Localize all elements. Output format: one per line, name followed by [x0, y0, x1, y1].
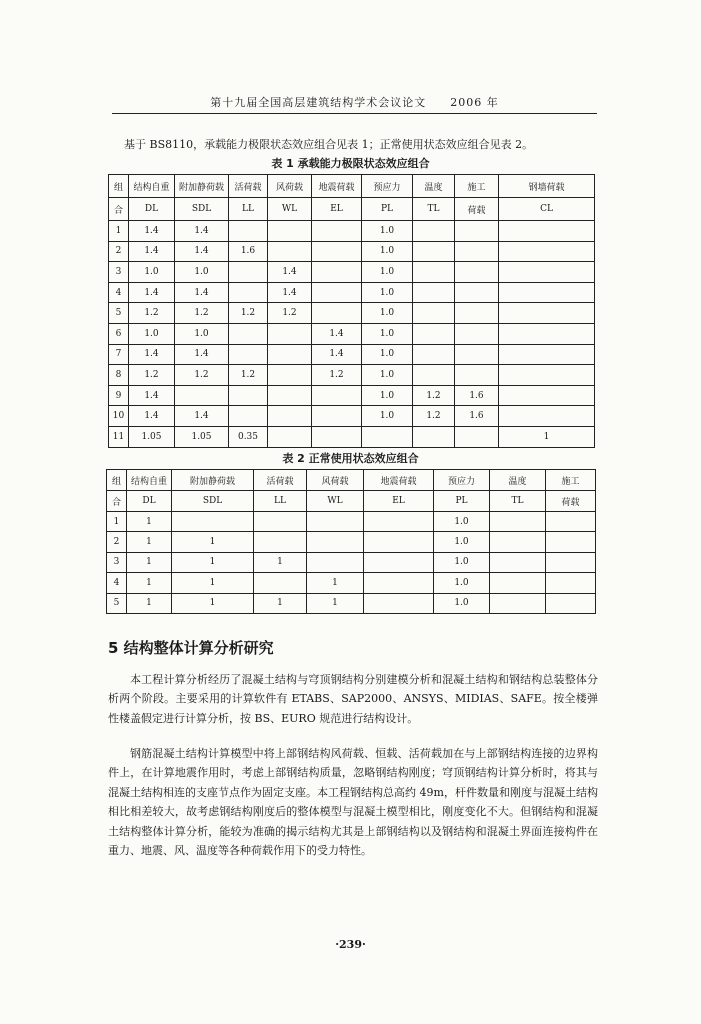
table-cell: [229, 323, 268, 344]
table-cell: 1: [254, 593, 307, 613]
table-cell: 1: [127, 552, 172, 572]
table-cell: 1.0: [434, 593, 490, 613]
table-cell: [312, 262, 362, 283]
table-cell: 钢墙荷载: [499, 175, 595, 198]
table-row: [109, 365, 595, 386]
table-cell: 1: [172, 552, 254, 572]
table-cell: [455, 221, 499, 242]
table-cell: [499, 406, 595, 427]
paragraph-2: 钢筋混凝土结构计算模型中将上部钢结构风荷载、恒载、活荷载加在与上部钢结构连接的边界构件上，在计算地震作用时，考虑上部钢结构质量，忽略钢结构刚度；穹顶钢结构计算分析时，将其与混凝土结构相连的支座节点作为固定支座。本工程钢结构总高约 49m，杆件数量和刚度与混凝土结构相比相差较大，故考虑钢结构刚度后的整体模型与混凝土模型相比，刚度变化不大。但钢结构和混凝土结构整体计算分析，能较为准确的揭示结构尤其是上部钢结构以及钢结构和混凝土界面连接构件在重力、地震、风、温度等各种荷载作用下的受力特性。: [108, 747, 598, 858]
table-cell: [499, 282, 595, 303]
table-cell: 8: [109, 365, 129, 386]
table-cell: 1.0: [362, 241, 413, 262]
table-cell: [312, 406, 362, 427]
table-cell: SDL: [175, 198, 229, 221]
table1-caption: 表 1 承载能力极限状态效应组合: [271, 157, 430, 170]
table-row: [107, 593, 596, 613]
table-cell: 5: [109, 303, 129, 324]
table-cell: 1.4: [175, 406, 229, 427]
table-cell: 1.4: [312, 323, 362, 344]
table-cell: [455, 303, 499, 324]
table-cell: [546, 532, 596, 552]
table-cell: 1.2: [312, 365, 362, 386]
table-cell: 1.0: [362, 323, 413, 344]
table-header-row: [109, 175, 595, 198]
table-cell: 1.0: [129, 323, 175, 344]
table-cell: 1.4: [175, 221, 229, 242]
table-cell: [364, 573, 434, 593]
table-cell: 合: [109, 198, 129, 221]
table-cell: 1.4: [312, 344, 362, 365]
table-row: [109, 241, 595, 262]
table-cell: [364, 593, 434, 613]
table-cell: 1.2: [413, 406, 455, 427]
table-cell: [490, 532, 546, 552]
table-cell: 组: [107, 470, 127, 491]
table-cell: 1.0: [434, 532, 490, 552]
table2-load-combinations-service: [106, 469, 596, 614]
table-cell: [268, 323, 312, 344]
table-cell: [499, 262, 595, 283]
table-cell: 1.4: [129, 282, 175, 303]
table-cell: 1: [127, 573, 172, 593]
table-cell: [312, 385, 362, 406]
table-row: [109, 426, 595, 447]
table-cell: [312, 282, 362, 303]
table-cell: 1.0: [362, 303, 413, 324]
table-cell: 施工: [546, 470, 596, 491]
table-cell: [229, 406, 268, 427]
table-cell: 9: [109, 385, 129, 406]
table-cell: [499, 241, 595, 262]
table-cell: 4: [107, 573, 127, 593]
table-cell: [229, 344, 268, 365]
table-cell: [455, 241, 499, 262]
table-cell: 1.6: [455, 406, 499, 427]
table-cell: 1: [172, 532, 254, 552]
table-cell: [268, 406, 312, 427]
table-cell: 施工: [455, 175, 499, 198]
table-cell: EL: [364, 491, 434, 512]
table-cell: [413, 241, 455, 262]
section-heading: 5 结构整体计算分析研究: [108, 639, 274, 657]
table-cell: 1.2: [175, 365, 229, 386]
table-cell: 1.4: [268, 282, 312, 303]
table-cell: 1.2: [268, 303, 312, 324]
table-cell: 3: [107, 552, 127, 572]
table-cell: 1.4: [129, 344, 175, 365]
table-cell: SDL: [172, 491, 254, 512]
table-cell: 5: [107, 593, 127, 613]
table-cell: 10: [109, 406, 129, 427]
table-cell: [312, 241, 362, 262]
table-cell: 1: [307, 593, 364, 613]
table-cell: [413, 365, 455, 386]
table-cell: 1.4: [268, 262, 312, 283]
table-row: [107, 512, 596, 532]
table-cell: 地震荷载: [312, 175, 362, 198]
table-cell: [490, 593, 546, 613]
table-cell: 1: [254, 552, 307, 572]
table-cell: 1.0: [362, 282, 413, 303]
table-cell: 1.2: [129, 303, 175, 324]
table-header-row: [107, 470, 596, 491]
table-header-row: [109, 198, 595, 221]
table-row: [109, 385, 595, 406]
table-cell: [364, 532, 434, 552]
table-cell: [413, 282, 455, 303]
table-cell: 地震荷载: [364, 470, 434, 491]
table-cell: 1.0: [362, 385, 413, 406]
table-cell: 1: [127, 512, 172, 532]
table-cell: [455, 323, 499, 344]
table-cell: 预应力: [434, 470, 490, 491]
table-cell: LL: [229, 198, 268, 221]
table-cell: 7: [109, 344, 129, 365]
table-row: [109, 221, 595, 242]
table-cell: 1.4: [175, 241, 229, 262]
table2-caption: 表 2 正常使用状态效应组合: [282, 452, 419, 465]
table-cell: [413, 262, 455, 283]
table-cell: WL: [268, 198, 312, 221]
paragraph-1: 本工程计算分析经历了混凝土结构与穹顶钢结构分别建模分析和混凝土结构和钢结构总装整体分析两个阶段。主要采用的计算软件有 ETABS、SAP2000、ANSYS、MIDIAS、SAFE。按全楼弹性楼盖假定进行计算分析，按 BS、EURO 规范进行结构设计。: [108, 673, 598, 725]
table-cell: 1.2: [229, 365, 268, 386]
table-cell: [490, 573, 546, 593]
table-cell: [229, 282, 268, 303]
table-row: [107, 573, 596, 593]
table-cell: 荷载: [455, 198, 499, 221]
table-cell: TL: [490, 491, 546, 512]
table-cell: [307, 532, 364, 552]
table-cell: 1.4: [175, 344, 229, 365]
table-row: [109, 303, 595, 324]
table-cell: [364, 552, 434, 572]
table-cell: [455, 282, 499, 303]
table-row: [107, 552, 596, 572]
table-cell: 1.0: [434, 552, 490, 572]
table-cell: [546, 573, 596, 593]
table-cell: 11: [109, 426, 129, 447]
table-cell: 1.05: [129, 426, 175, 447]
table-cell: 1.0: [362, 365, 413, 386]
table-cell: 1.0: [434, 512, 490, 532]
table-cell: [268, 344, 312, 365]
table-cell: [307, 552, 364, 572]
table-cell: 附加静荷载: [172, 470, 254, 491]
table-cell: 2: [107, 532, 127, 552]
table-cell: 1.0: [362, 406, 413, 427]
table-cell: 活荷载: [229, 175, 268, 198]
table-cell: [229, 262, 268, 283]
table-cell: [455, 344, 499, 365]
table-cell: [254, 573, 307, 593]
table-cell: [362, 426, 413, 447]
table-cell: [229, 385, 268, 406]
table-cell: [455, 365, 499, 386]
table-cell: 2: [109, 241, 129, 262]
table-cell: [413, 426, 455, 447]
table-cell: [268, 426, 312, 447]
table-cell: [312, 303, 362, 324]
table-cell: [364, 512, 434, 532]
table-cell: 预应力: [362, 175, 413, 198]
table-cell: 1.05: [175, 426, 229, 447]
table-cell: 1.2: [413, 385, 455, 406]
table-cell: [312, 426, 362, 447]
table-row: [109, 262, 595, 283]
table-cell: 1.0: [362, 221, 413, 242]
table-cell: 活荷载: [254, 470, 307, 491]
table-cell: EL: [312, 198, 362, 221]
table-cell: PL: [434, 491, 490, 512]
table-cell: [307, 512, 364, 532]
table-cell: 结构自重: [129, 175, 175, 198]
table-cell: 0.35: [229, 426, 268, 447]
table-cell: [455, 426, 499, 447]
table-cell: WL: [307, 491, 364, 512]
table-cell: DL: [129, 198, 175, 221]
table-cell: 4: [109, 282, 129, 303]
table-cell: 附加静荷载: [175, 175, 229, 198]
table-cell: 1.2: [229, 303, 268, 324]
table-cell: [254, 512, 307, 532]
table-cell: 1.0: [362, 344, 413, 365]
table-cell: 1.6: [455, 385, 499, 406]
table-cell: 风荷载: [268, 175, 312, 198]
table-cell: 温度: [413, 175, 455, 198]
table-cell: [499, 303, 595, 324]
table-row: [109, 282, 595, 303]
table-cell: 1.2: [175, 303, 229, 324]
table-cell: 1: [109, 221, 129, 242]
table-cell: 1.0: [434, 573, 490, 593]
table-row: [107, 532, 596, 552]
table-cell: 1.0: [129, 262, 175, 283]
table-cell: 1: [127, 532, 172, 552]
table-cell: CL: [499, 198, 595, 221]
table-row: [109, 344, 595, 365]
table-cell: 1.0: [175, 323, 229, 344]
table-cell: [268, 365, 312, 386]
table-cell: [455, 262, 499, 283]
table-cell: 1.4: [129, 385, 175, 406]
table-row: [109, 406, 595, 427]
table-cell: [499, 385, 595, 406]
table-cell: 风荷载: [307, 470, 364, 491]
table-cell: 1: [172, 573, 254, 593]
table-cell: 1: [107, 512, 127, 532]
table-cell: 1.4: [129, 406, 175, 427]
table-cell: [499, 365, 595, 386]
table-cell: [546, 552, 596, 572]
table-cell: [499, 323, 595, 344]
table-cell: 3: [109, 262, 129, 283]
table-cell: [413, 344, 455, 365]
table-cell: 合: [107, 491, 127, 512]
intro-text: 基于 BS8110，承载能力极限状态效应组合见表 1；正常使用状态效应组合见表 2。: [124, 138, 534, 151]
table-cell: 1: [127, 593, 172, 613]
table-cell: LL: [254, 491, 307, 512]
table-cell: 1.6: [229, 241, 268, 262]
table-cell: [312, 221, 362, 242]
table-row: [109, 323, 595, 344]
table-cell: 1: [499, 426, 595, 447]
table-cell: 结构自重: [127, 470, 172, 491]
table-cell: [499, 221, 595, 242]
table-cell: 1.4: [129, 241, 175, 262]
table-cell: DL: [127, 491, 172, 512]
table-cell: 1.2: [129, 365, 175, 386]
table-cell: [546, 512, 596, 532]
table1-load-combinations-ultimate: [108, 174, 595, 448]
table-header-row: [107, 491, 596, 512]
table-cell: 1: [172, 593, 254, 613]
table-cell: [229, 221, 268, 242]
table-cell: [268, 385, 312, 406]
table-cell: 1.4: [129, 221, 175, 242]
table-cell: [490, 512, 546, 532]
table-cell: [413, 221, 455, 242]
table-cell: 1.4: [175, 282, 229, 303]
table-cell: [172, 512, 254, 532]
table-cell: [490, 552, 546, 572]
table-cell: [499, 344, 595, 365]
table-cell: [254, 532, 307, 552]
table-cell: [413, 323, 455, 344]
table-cell: 1: [307, 573, 364, 593]
table-cell: 1.0: [362, 262, 413, 283]
table-cell: 组: [109, 175, 129, 198]
table-cell: [268, 241, 312, 262]
table-cell: [268, 221, 312, 242]
table-cell: PL: [362, 198, 413, 221]
running-header: 第十九届全国高层建筑结构学术会议论文 2006 年: [112, 94, 597, 114]
page-number: ·239·: [335, 938, 366, 951]
table-cell: 1.0: [175, 262, 229, 283]
table-cell: 荷载: [546, 491, 596, 512]
table-cell: TL: [413, 198, 455, 221]
table-cell: 6: [109, 323, 129, 344]
table-cell: [546, 593, 596, 613]
table-cell: [413, 303, 455, 324]
table-cell: [175, 385, 229, 406]
table-cell: 温度: [490, 470, 546, 491]
